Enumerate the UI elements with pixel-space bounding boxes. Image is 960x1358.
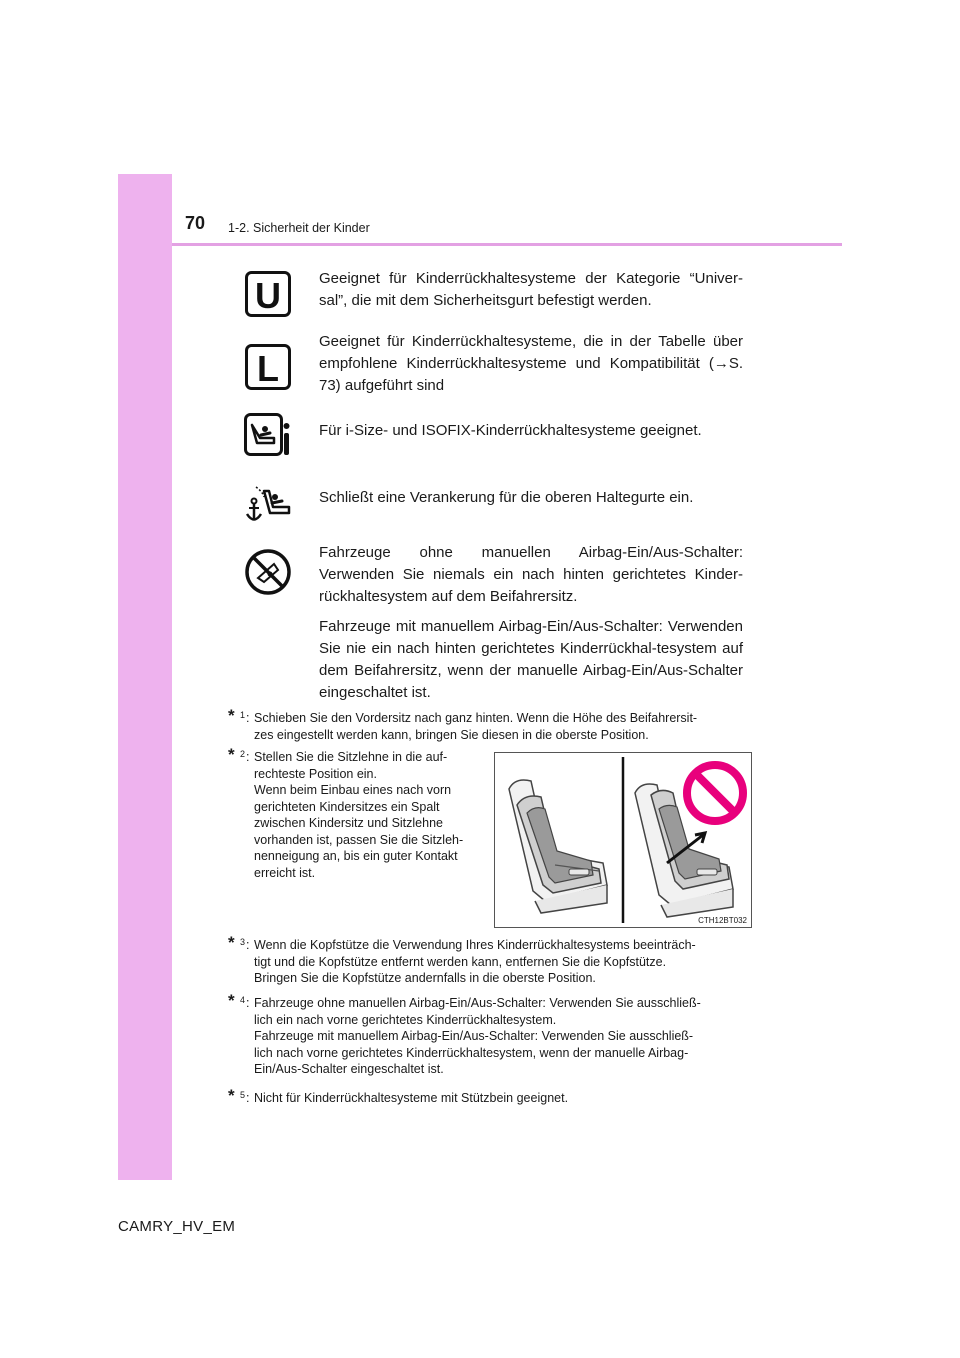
section-title: 1-2. Sicherheit der Kinder [228, 221, 370, 235]
anchor-seat-icon [244, 481, 292, 529]
description-paragraph: Geeignet für Kinderrückhaltesysteme der Kategorie “Univer-sal”, die mit dem Sicherheitsgurt befestigt werden. [319, 270, 743, 309]
footnote-text: Fahrzeuge ohne manuellen Airbag-Ein/Aus-Schalter: Verwenden Sie ausschließ- lich ein nach vorne gerichtetes Kinderrückhaltesystem. Fahrzeuge mit manuellem Airbag-Ein/Aus-Schalter: Verwenden Sie ausschließ- lich nach vorne gerichtetes Kinderrückhaltesystem, wenn der manuelle Airbag- Ein/Aus-Schalter eingeschaltet ist. [254, 996, 701, 1076]
model-code: CAMRY_HV_EM [118, 1218, 236, 1235]
description-paragraph: Fahrzeuge ohne manuellen Airbag-Ein/Aus-Schalter: Verwenden Sie niemals ein nach hinten gerichtetes Kinder-rückhaltesystem auf dem Beifahrersitz. [319, 544, 743, 605]
footnote-number: 3 [240, 937, 246, 947]
footnote-text: Stellen Sie die Sitzlehne in die auf- rechteste Position ein. Wenn beim Einbau eines nach vorn gerichteten Kindersitzes ein Spalt zwischen Kindersitz und Sitzlehne vorhanden ist, passen Sie die Sitzleh- nenneigung an, bis ein guter Kontakt erreicht ist. [254, 750, 464, 880]
footnote-asterisk: * [228, 991, 235, 1010]
letter-u-icon [244, 270, 292, 318]
page-number: 70 [185, 213, 206, 233]
symbol-description [319, 487, 743, 517]
description-paragraph: Für i-Size- und ISOFIX-Kinderrückhaltesysteme geeignet. [319, 422, 702, 439]
footnote-asterisk: * [228, 706, 235, 725]
footnote-asterisk: * [228, 933, 235, 952]
footnote-asterisk: * [228, 1086, 235, 1105]
footnote-text: Wenn die Kopfstütze die Verwendung Ihres Kinderrückhaltesystems beeinträch- tigt und die Kopfstütze entfernt werden kann, entfernen Sie die Kopfstütze. Bringen Sie die Kopfstütze andernfalls in die oberste Position. [254, 938, 696, 985]
footnote-text: Schieben Sie den Vordersitz nach ganz hinten. Wenn die Höhe des Beifahrersit- zes eingestellt werden kann, bringen Sie diesen in die oberste Position. [254, 711, 698, 742]
seat-gap-illustration [494, 752, 752, 928]
svg-text:L: L [257, 348, 279, 389]
symbol-description [319, 542, 743, 712]
description-paragraph: Fahrzeuge mit manuellem Airbag-Ein/Aus-Schalter: Verwenden Sie nie ein nach hinten gerichtetes Kinderrückhal-tesystem auf dem Beifahrersitz, wenn der manuelle Airbag-Ein/Aus-Schalter eingeschaltet ist. [319, 618, 743, 701]
description-paragraph: Schließt eine Verankerung für die oberen Haltegurte ein. [319, 489, 694, 506]
side-tab [118, 174, 172, 1180]
right-seat-incorrect [635, 784, 733, 917]
i-size-seat-icon [244, 413, 292, 461]
symbol-description [319, 268, 743, 320]
seat-illustration-svg [495, 753, 751, 927]
description-paragraph: Geeignet für Kinderrückhaltesysteme, die in der Tabelle über empfohlene Kinderrückhaltesysteme und Kompatibilität (→S. 73) aufgeführt sind [319, 333, 743, 394]
prohibited-rear-facing-icon [244, 548, 292, 596]
left-seat-correct [509, 780, 607, 913]
prohibited-sign-icon [687, 765, 743, 821]
header-rule [172, 243, 842, 246]
footnote-number: 4 [240, 995, 246, 1005]
footnote-text: Nicht für Kinderrückhaltesysteme mit Stützbein geeignet. [254, 1091, 569, 1105]
symbol-description [319, 331, 743, 405]
symbol-description [319, 420, 743, 450]
svg-text:U: U [255, 275, 281, 316]
footnote-number: 5 [240, 1090, 246, 1100]
letter-l-icon [244, 343, 292, 391]
footnote-number: 2 [240, 749, 246, 759]
footnote-asterisk: * [228, 745, 235, 764]
footnote-number: 1 [240, 710, 246, 720]
figure-code: CTH12BT032 [698, 916, 747, 925]
